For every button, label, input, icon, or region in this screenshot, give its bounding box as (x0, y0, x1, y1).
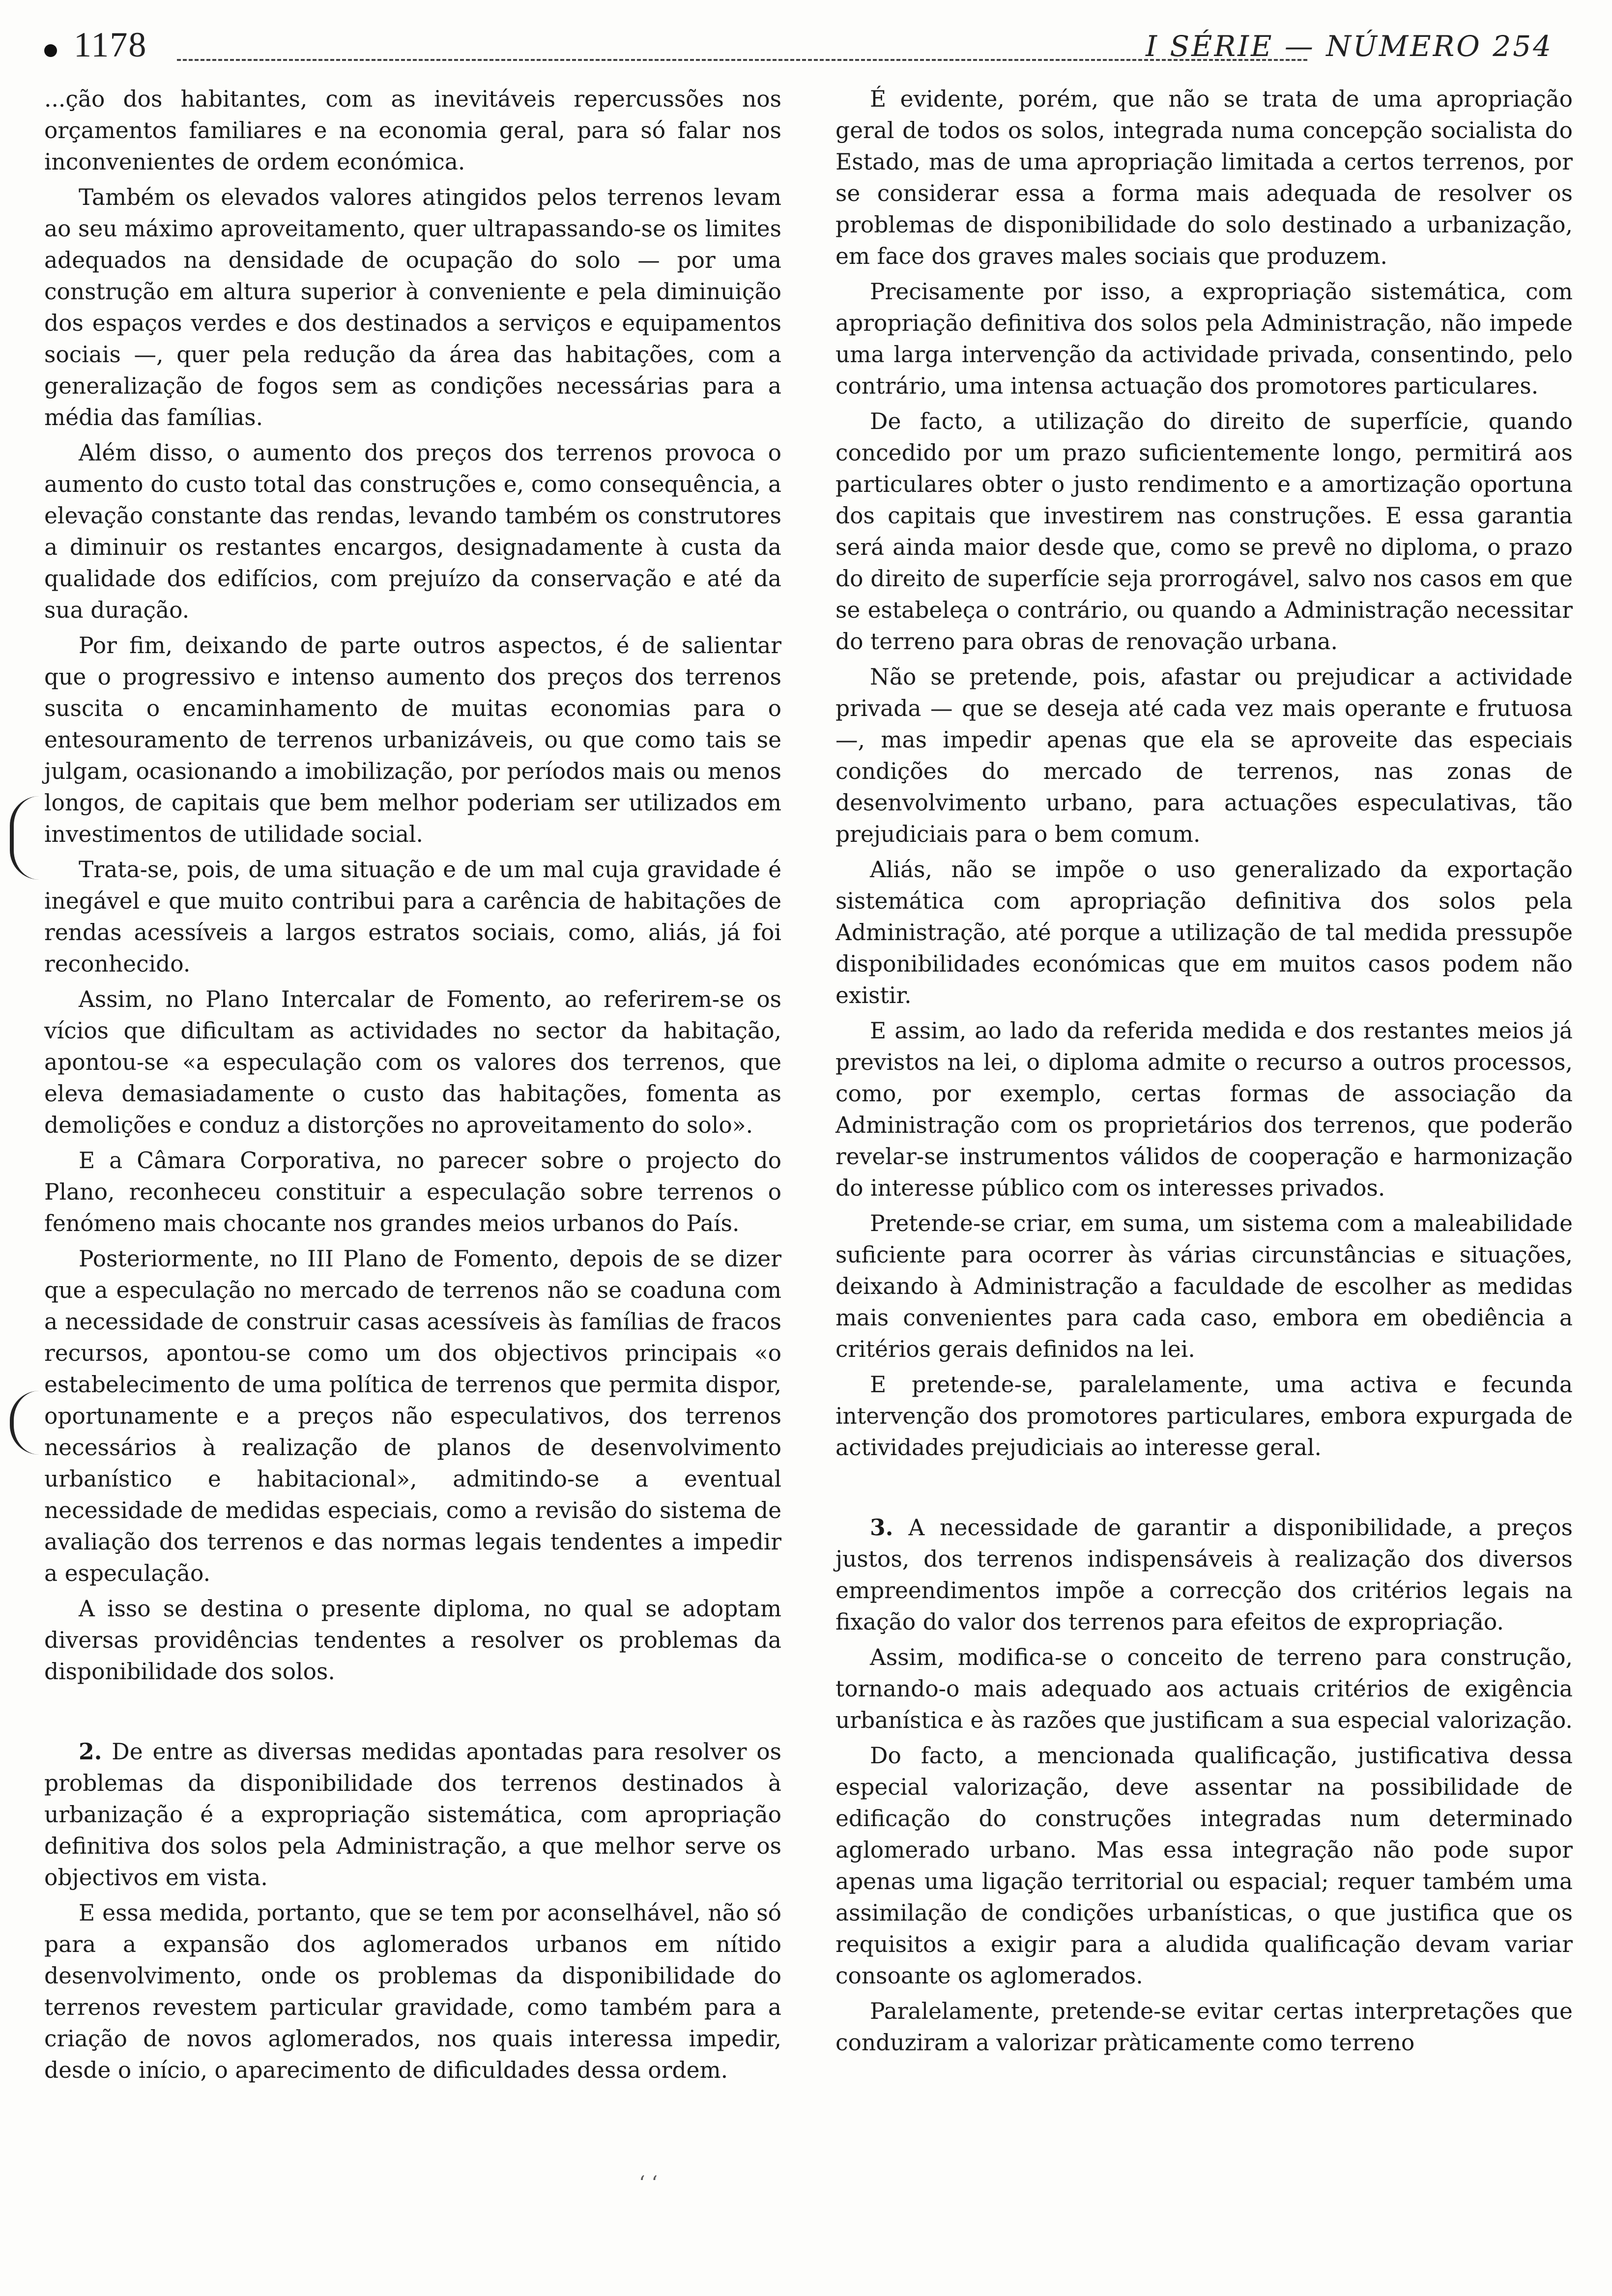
paragraph: A isso se destina o presente diploma, no qual se adoptam diversas providências tendentes a resolver os problemas da disponibilidade dos solos. (44, 1596, 781, 1685)
margin-bracket-mark (10, 1391, 43, 1455)
paragraph: Precisamente por isso, a expropriação sistemática, com apropriação definitiva dos solos pela Administração, não impede uma larga intervenção da actividade privada, consentindo, pelo contrário, uma intensa actuação dos promotores particulares. (835, 279, 1573, 399)
paragraph: E a Câmara Corporativa, no parecer sobre o projecto do Plano, reconheceu constituir a especulação sobre terrenos o fenómeno mais chocante nos grandes meios urbanos do País. (44, 1148, 781, 1236)
paragraph: É evidente, porém, que não se trata de uma apropriação geral de todos os solos, integrada numa concepção socialista do Estado, mas de uma apropriação limitada a certos terrenos, por se considerar essa a forma mais adequada de resolver os problemas de disponibilidade do solo destinado a urbanização, em face dos graves males sociais que produzem. (835, 86, 1573, 269)
header-rule (177, 59, 1307, 61)
section-gap (44, 1692, 781, 1736)
margin-dot (44, 44, 57, 57)
paragraph: De facto, a utilização do direito de superfície, quando concedido por um prazo suficientemente longo, permitirá aos particulares obter o justo rendimento e a amortização oportuna dos capitais que investirem nas construções. E essa garantia será ainda maior desde que, como se prevê no diploma, o prazo do direito de superfície seja prorrogável, salvo nos casos em que se estabeleça o contrário, ou quando a Administração necessitar do terreno para obras de renovação urbana. (835, 408, 1573, 655)
paragraph: Trata-se, pois, de uma situação e de um mal cuja gravidade é inegável e que muito contribui para a carência de habitações de rendas acessíveis a largos estratos sociais, como, aliás, já foi reconhecido. (44, 857, 781, 977)
section-2-paragraph (44, 1736, 781, 1894)
paragraph: E assim, ao lado da referida medida e dos restantes meios já previstos na lei, o diploma admite o recurso a outros processos, como, por exemplo, certas formas de associação da Administração com os proprietários dos terrenos, que poderão revelar-se instrumentos válidos de cooperação e harmonização do interesse público com os interesses privados. (835, 1018, 1573, 1201)
paragraph-text: A necessidade de garantir a disponibilidade, a preços justos, dos terrenos indispensáveis à realização dos diversos empreendimentos impõe a correcção dos critérios legais na fixação do valor dos terrenos para efeitos de expropriação. (835, 1515, 1573, 1635)
left-column (44, 84, 781, 2090)
paragraph: Assim, modifica-se o conceito de terreno para construção, tornando-o mais adequado aos actuais critérios de exigência urbanística e às razões que justificam a sua especial valorização. (835, 1644, 1573, 1733)
paragraph-text: De entre as diversas medidas apontadas para resolver os problemas da disponibilidade dos terrenos destinados à urbanização é a expropriação sistemática, com apropriação definitiva dos solos pela Administração, a que melhor serve os objectivos em vista. (44, 1739, 781, 1891)
paragraph: Do facto, a mencionada qualificação, justificativa dessa especial valorização, deve assentar na possibilidade de edificação do construções integradas num determinado aglomerado urbano. Mas essa integração não pode supor apenas uma ligação territorial ou espacial; requer também uma assimilação de condições urbanísticas, o que justifica que os requisitos a exigir para a aludida qualificação devam variar consoante os aglomerados. (835, 1743, 1573, 1989)
section-number: 3. (870, 1514, 893, 1541)
page-header (29, 10, 1583, 74)
right-column (835, 84, 1573, 2063)
paragraph: Pretende-se criar, em suma, um sistema com a maleabilidade suficiente para ocorrer às várias circunstâncias e situações, deixando à Administração a faculdade de escolher as medidas mais convenientes para cada caso, embora em obediência a critérios gerais definidos na lei. (835, 1210, 1573, 1362)
section-3-paragraph (835, 1512, 1573, 1638)
paragraph: Por fim, deixando de parte outros aspectos, é de salientar que o progressivo e intenso aumento dos preços dos terrenos suscita o encaminhamento de muitas economias para o entesouramento de terrenos urbanizáveis, ou que como tais se julgam, ocasionando a imobilização, por períodos mais ou menos longos, de capitais que bem melhor poderiam ser utilizados em investimentos de utilidade social. (44, 632, 781, 847)
paragraph: ...ção dos habitantes, com as inevitáveis repercussões nos orçamentos familiares e na economia geral, para só falar nos inconvenientes de ordem económica. (44, 86, 781, 175)
series-title: I SÉRIE — NÚMERO 254 (1146, 29, 1553, 63)
paragraph: Não se pretende, pois, afastar ou prejudicar a actividade privada — que se deseja até cada vez mais operante e frutuosa —, mas impedir apenas que ela se aproveite das especiais condições do mercado de terrenos, nas zonas de desenvolvimento urbano, para actuações especulativas, tão prejudiciais para o bem comum. (835, 664, 1573, 847)
paragraph: Aliás, não se impõe o uso generalizado da exportação sistemática com apropriação definitiva dos solos pela Administração, até porque a utilização de tal medida pressupõe disponibilidades económicas que em muitos casos podem não existir. (835, 857, 1573, 1008)
page-number: 1178 (74, 25, 147, 64)
paragraph: E essa medida, portanto, que se tem por aconselhável, não só para a expansão dos aglomerados urbanos em nítido desenvolvimento, onde os problemas da disponibilidade do terrenos revestem particular gravidade, como também para a criação de novos aglomerados, nos quais interessa impedir, desde o início, o aparecimento de dificuldades dessa ordem. (44, 1900, 781, 2083)
paragraph: Posteriormente, no III Plano de Fomento, depois de se dizer que a especulação no mercado de terrenos não se coaduna com a necessidade de construir casas acessíveis às famílias de fracos recursos, apontou-se como um dos objectivos principais «o estabelecimento de uma política de terrenos que permita dispor, oportunamente e a preços não especulativos, dos terrenos necessários à realização de planos de desenvolvimento urbanístico e habitacional», admitindo-se a eventual necessidade de medidas especiais, como a revisão do sistema de avaliação dos terrenos e das normas legais tendentes a impedir a especulação. (44, 1246, 781, 1586)
section-gap (835, 1467, 1573, 1512)
paragraph: Também os elevados valores atingidos pelos terrenos levam ao seu máximo aproveitamento, quer ultrapassando-se os limites adequados na densidade de ocupação do solo — por uma construção em altura superior à conveniente e pela diminuição dos espaços verdes e dos destinados a serviços e equipamentos sociais —, quer pela redução da área das habitações, com a generalização de fogos sem as condições necessárias para a média das famílias. (44, 184, 781, 430)
paragraph: Assim, no Plano Intercalar de Fomento, ao referirem-se os vícios que dificultam as actividades no sector da habitação, apontou-se «a especulação com os valores dos terrenos, que eleva demasiadamente o custo das habitações, fomenta as demolições e conduz a distorções no aproveitamento do solo». (44, 986, 781, 1138)
section-number: 2. (79, 1738, 102, 1765)
paragraph: E pretende-se, paralelamente, uma activa e fecunda intervenção dos promotores particulares, embora expurgada de actividades prejudiciais ao interesse geral. (835, 1372, 1573, 1461)
footer-marks: ‘ ‘ (639, 2172, 658, 2195)
paragraph: Paralelamente, pretende-se evitar certas interpretações que conduziram a valorizar pràticamente como terreno (835, 1998, 1573, 2056)
margin-bracket-mark (10, 796, 43, 880)
paragraph: Além disso, o aumento dos preços dos terrenos provoca o aumento do custo total das construções e, como consequência, a elevação constante das rendas, levando também os construtores a diminuir os restantes encargos, designadamente à custa da qualidade dos edifícios, com prejuízo da conservação e até da sua duração. (44, 440, 781, 623)
